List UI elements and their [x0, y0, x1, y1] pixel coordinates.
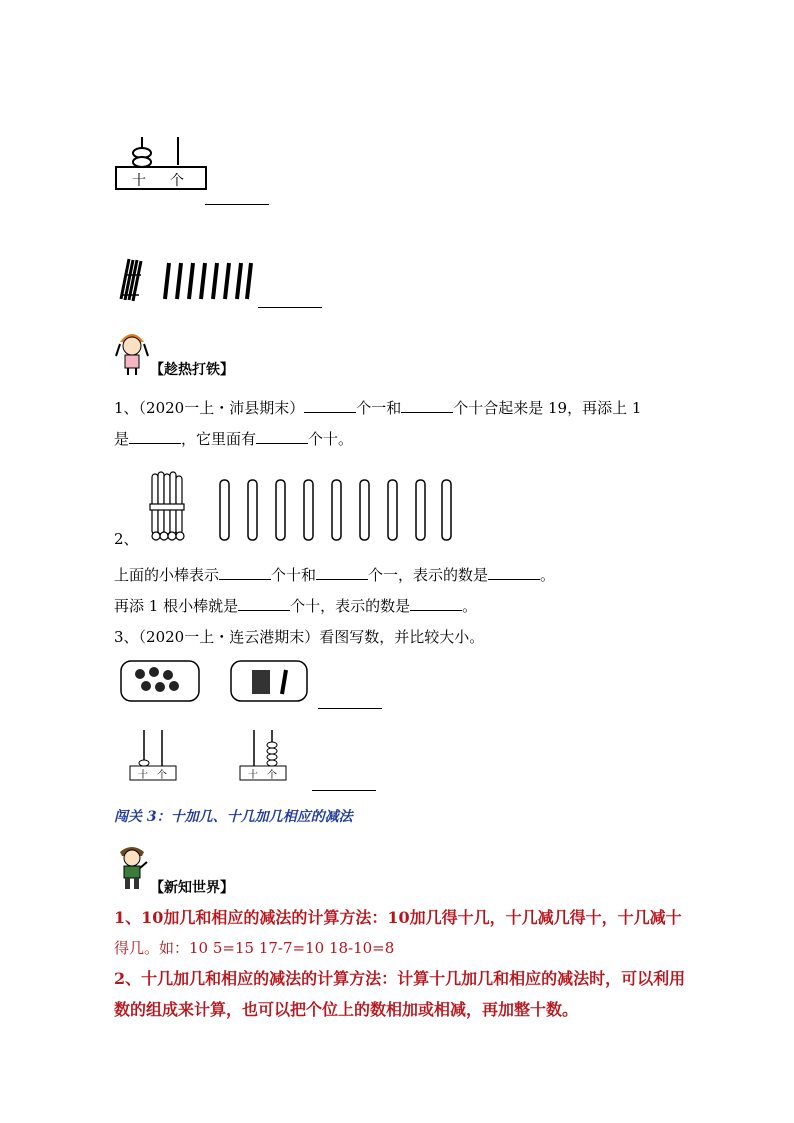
rule-2-line-2: 数的组成来计算，也可以把个位上的数相加或相减，再加整十数。: [114, 1000, 579, 1019]
answer-blank[interactable]: [316, 565, 368, 580]
answer-blank[interactable]: [129, 429, 181, 444]
answer-blank[interactable]: [304, 398, 356, 413]
leaf-box-image: [120, 660, 200, 702]
boy-icon: [114, 840, 150, 890]
question-2-number: 2、: [114, 530, 139, 548]
section-title-practice: 【趁热打铁】: [150, 362, 234, 378]
rule-2-line-1: 2、十几加几和相应的减法的计算方法：计算十几加几和相应的减法时，可以利用: [114, 969, 686, 988]
section-title-new-knowledge: 【新知世界】: [150, 880, 234, 896]
bundle-box-image: [230, 660, 308, 702]
section-heading: 闯关 3：十加几、十几加几相应的减法: [114, 809, 353, 825]
answer-blank[interactable]: [318, 708, 382, 709]
ones-label: 个: [170, 173, 184, 189]
ones-label: 个: [267, 770, 277, 781]
tens-label: 十: [248, 770, 258, 781]
abacus-top: [112, 135, 212, 195]
answer-blank[interactable]: [205, 204, 269, 205]
answer-blank[interactable]: [401, 398, 453, 413]
answer-blank[interactable]: [256, 429, 308, 444]
abacus-small-1: [128, 728, 178, 782]
girl-icon: [114, 326, 150, 376]
sticks-image: [146, 466, 456, 544]
rule-1-line-2: 得几。如：10 5=15 17-7=10 18-10=8: [114, 939, 395, 957]
question-2-line-1: 上面的小棒表示 个十和 个一，表示的数是 。: [114, 566, 556, 584]
answer-blank[interactable]: [238, 596, 290, 611]
ones-label: 个: [157, 770, 167, 781]
abacus-small-2: [238, 728, 288, 782]
answer-blank[interactable]: [488, 565, 540, 580]
rule-1-line-1: 1、10加几和相应的减法的计算方法：10加几得十几，十几减几得十，十几减十: [114, 908, 682, 927]
question-2-line-2: 再添 1 根小棒就是 个十，表示的数是 。: [114, 597, 478, 615]
answer-blank[interactable]: [312, 790, 376, 791]
answer-blank[interactable]: [258, 307, 322, 308]
answer-blank[interactable]: [410, 596, 462, 611]
question-3: 3、（2020一上・连云港期末）看图写数，并比较大小。: [114, 628, 485, 646]
tens-label: 十: [138, 770, 148, 781]
answer-blank[interactable]: [219, 565, 271, 580]
tens-label: 十: [132, 173, 146, 189]
question-1-line-2: 是 ，它里面有 个十。: [114, 430, 354, 448]
question-1-line-1: 1、（2020一上・沛县期末） 个一和 个十合起来是 19，再添上 1: [114, 399, 642, 417]
bundle-and-sticks-image: [115, 255, 255, 305]
